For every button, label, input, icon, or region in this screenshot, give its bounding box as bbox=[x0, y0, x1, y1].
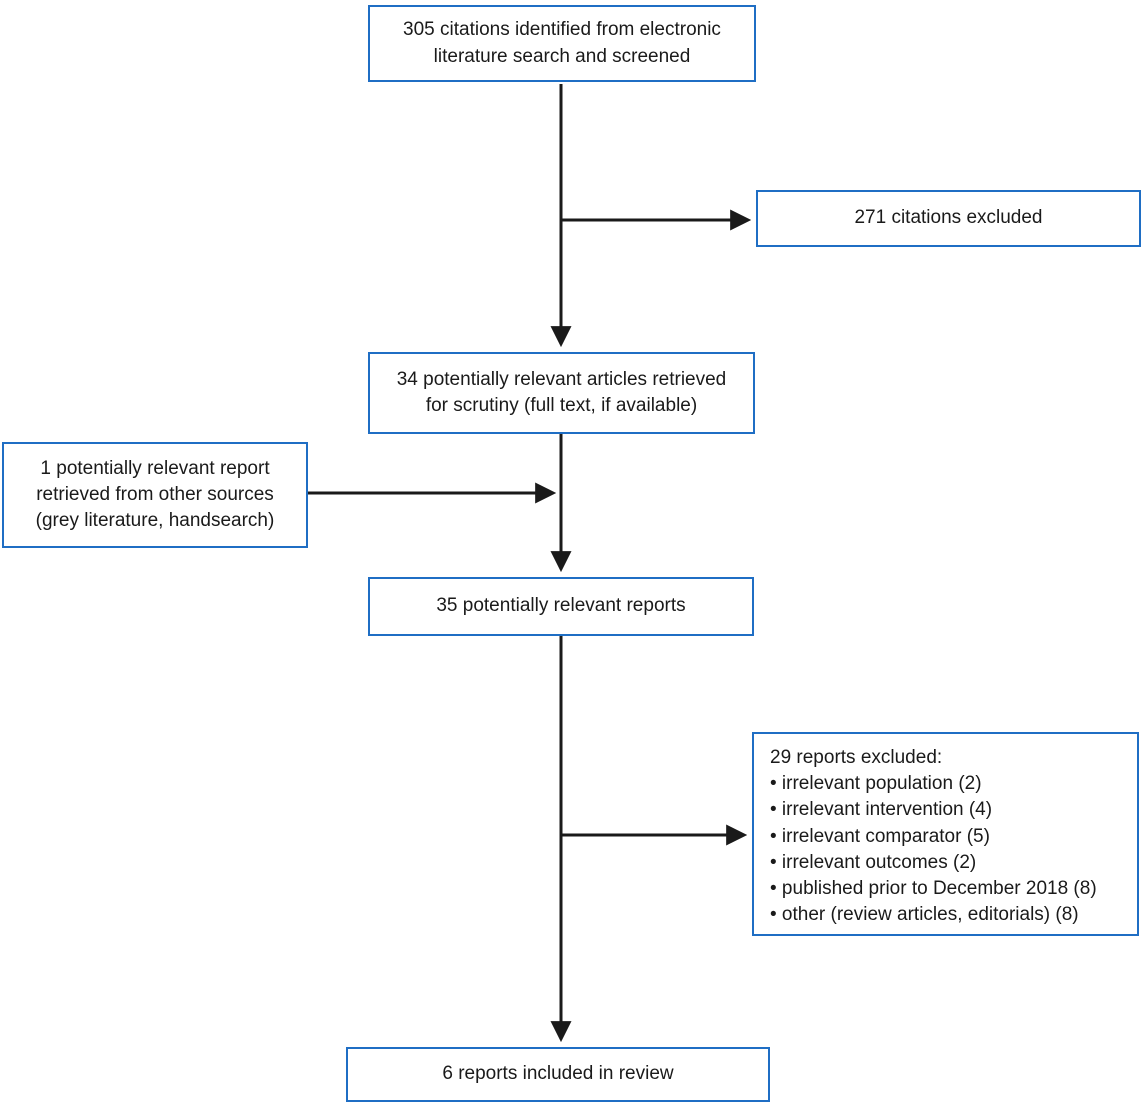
excluded-reason-item: • other (review articles, editorials) (8) bbox=[770, 904, 1079, 926]
box-citations-identified bbox=[368, 5, 756, 82]
box-citations-excluded bbox=[756, 190, 1141, 247]
excluded-reason-item: • irrelevant population (2) bbox=[770, 773, 982, 795]
box-reports-included-label: 6 reports included in review bbox=[442, 1063, 674, 1085]
excluded-reason-item: • irrelevant intervention (4) bbox=[770, 799, 993, 821]
excluded-reason-item: • published prior to December 2018 (8) bbox=[770, 878, 1097, 900]
box-other-sources-label: 1 potentially relevant report retrieved from other sources (grey literature, handsearch) bbox=[35, 457, 275, 532]
excluded-reasons-list bbox=[770, 771, 1097, 928]
box-citations-identified-label: 305 citations identified from electronic literature search and screened bbox=[403, 19, 721, 67]
box-articles-retrieved bbox=[368, 352, 755, 434]
box-reports-excluded-title: 29 reports excluded: bbox=[770, 747, 943, 768]
box-citations-excluded-label: 271 citations excluded bbox=[854, 207, 1043, 229]
excluded-reason-item: • irrelevant comparator (5) bbox=[770, 825, 990, 847]
box-relevant-reports-label: 35 potentially relevant reports bbox=[436, 595, 686, 617]
box-reports-excluded bbox=[752, 732, 1139, 936]
box-articles-retrieved-label: 34 potentially relevant articles retrieved for scrutiny (full text, if available) bbox=[396, 368, 727, 416]
excluded-reason-item: • irrelevant outcomes (2) bbox=[770, 851, 977, 873]
box-relevant-reports bbox=[368, 577, 754, 636]
box-other-sources bbox=[2, 442, 308, 548]
box-reports-included bbox=[346, 1047, 770, 1102]
